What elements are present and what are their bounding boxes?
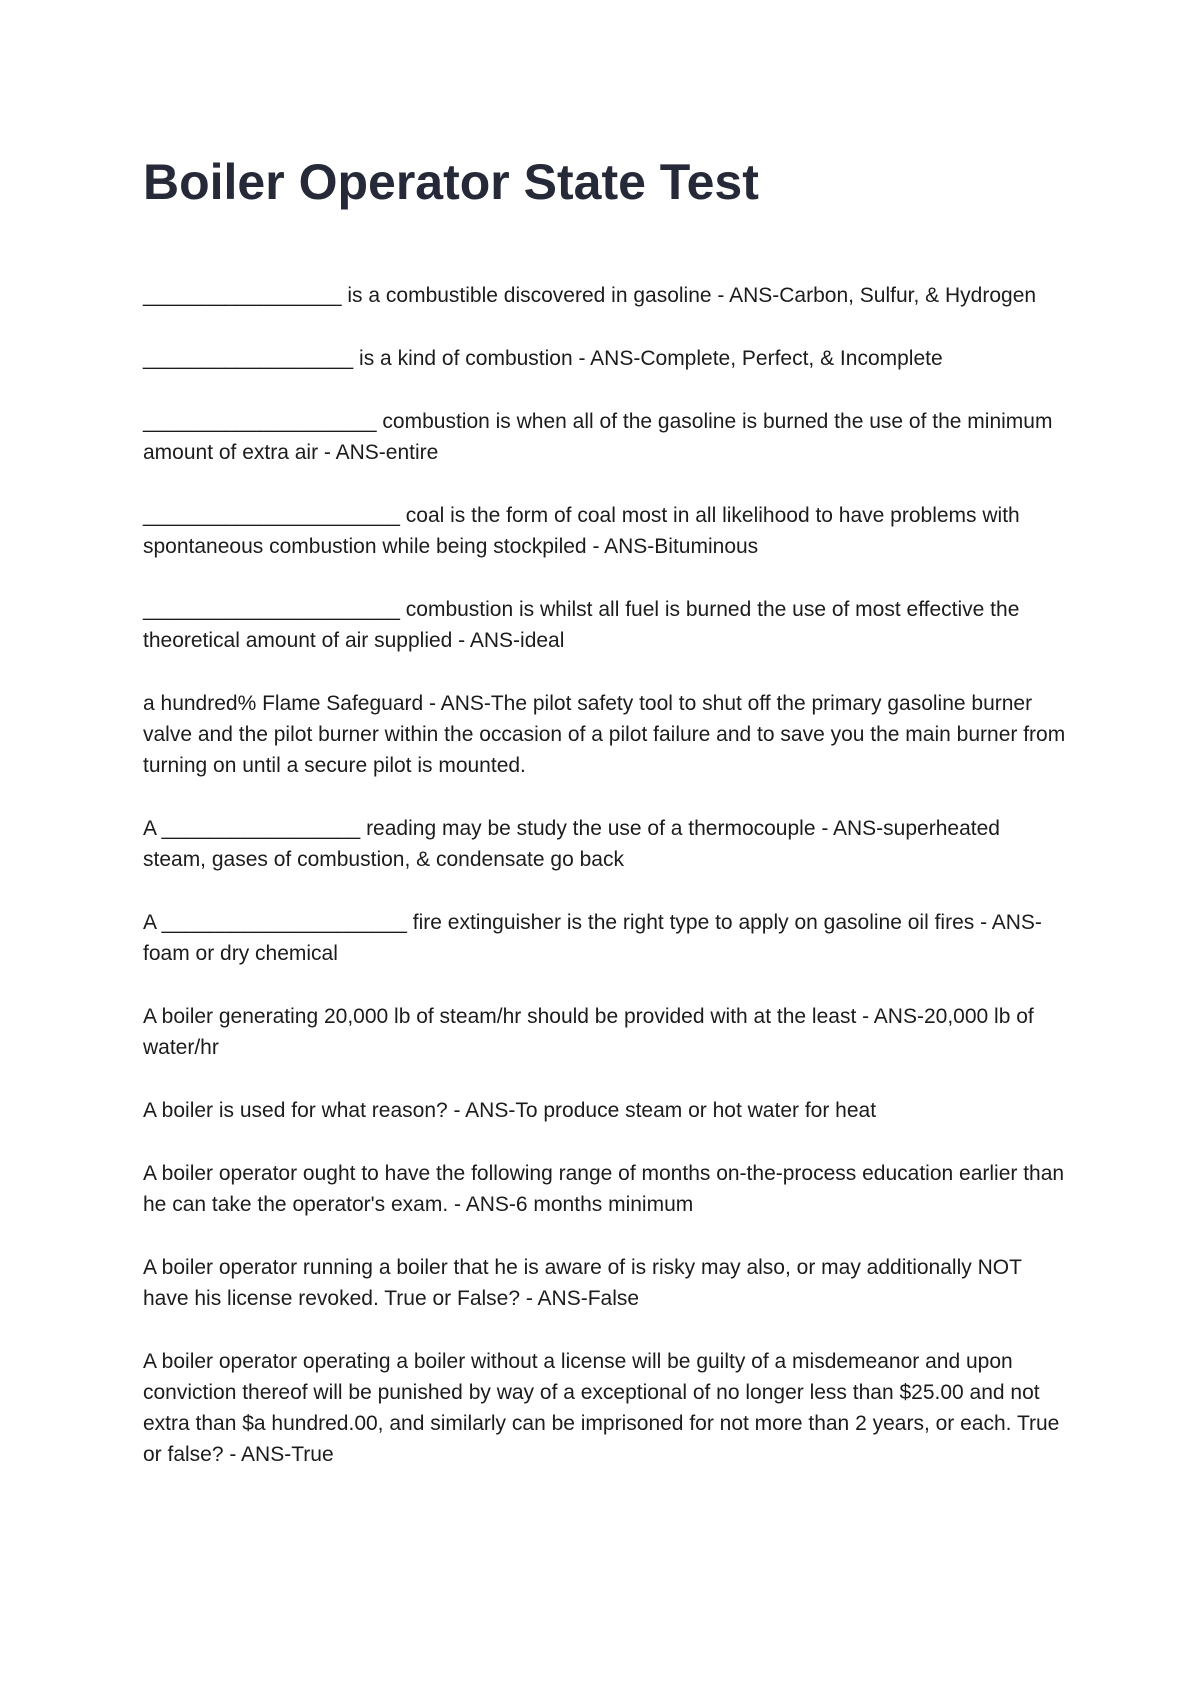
question-item: __________________ is a kind of combustion - ANS-Complete, Perfect, & Incomplete	[143, 347, 943, 370]
question-item: A boiler generating 20,000 lb of steam/hr should be provided with at the least - ANS-20,000 lb of water/hr	[143, 1005, 1034, 1059]
question-item: ______________________ coal is the form of coal most in all likelihood to have problems with spontaneous combustion while being stockpiled - ANS-Bituminous	[143, 504, 1020, 558]
question-item: A boiler is used for what reason? - ANS-To produce steam or hot water for heat	[143, 1099, 877, 1122]
question-item: A boiler operator running a boiler that he is aware of is risky may also, or may additionally NOT have his license revoked. True or False? - ANS-False	[143, 1256, 1022, 1310]
question-item: ____________________ combustion is when all of the gasoline is burned the use of the minimum amount of extra air - ANS-entire	[143, 410, 1053, 464]
document-page	[143, 150, 1068, 1502]
question-item: ______________________ combustion is whilst all fuel is burned the use of most effective the theoretical amount of air supplied - ANS-ideal	[143, 598, 1020, 652]
question-item: A boiler operator operating a boiler without a license will be guilty of a misdemeanor and upon conviction thereof will be punished by way of a exceptional of no longer less than $25.00 and not extra than $a hundred.00, and similarly can be imprisoned for not more than 2 years, or each. True or false? - ANS-True	[143, 1350, 1060, 1466]
question-list	[143, 280, 1068, 1470]
question-item: _________________ is a combustible discovered in gasoline - ANS-Carbon, Sulfur, & Hydrogen	[143, 284, 1037, 307]
question-item: A boiler operator ought to have the following range of months on-the-process education earlier than he can take the operator's exam. - ANS-6 months minimum	[143, 1162, 1065, 1216]
question-item: a hundred% Flame Safeguard - ANS-The pilot safety tool to shut off the primary gasoline burner valve and the pilot burner within the occasion of a pilot failure and to save you the main burner from turning on until a secure pilot is mounted.	[143, 692, 1066, 777]
question-item: A _________________ reading may be study the use of a thermocouple - ANS-superheated steam, gases of combustion, & condensate go back	[143, 817, 1000, 871]
document-title: Boiler Operator State Test	[143, 154, 759, 210]
question-item: A _____________________ fire extinguisher is the right type to apply on gasoline oil fires - ANS-foam or dry chemical	[143, 911, 1042, 965]
